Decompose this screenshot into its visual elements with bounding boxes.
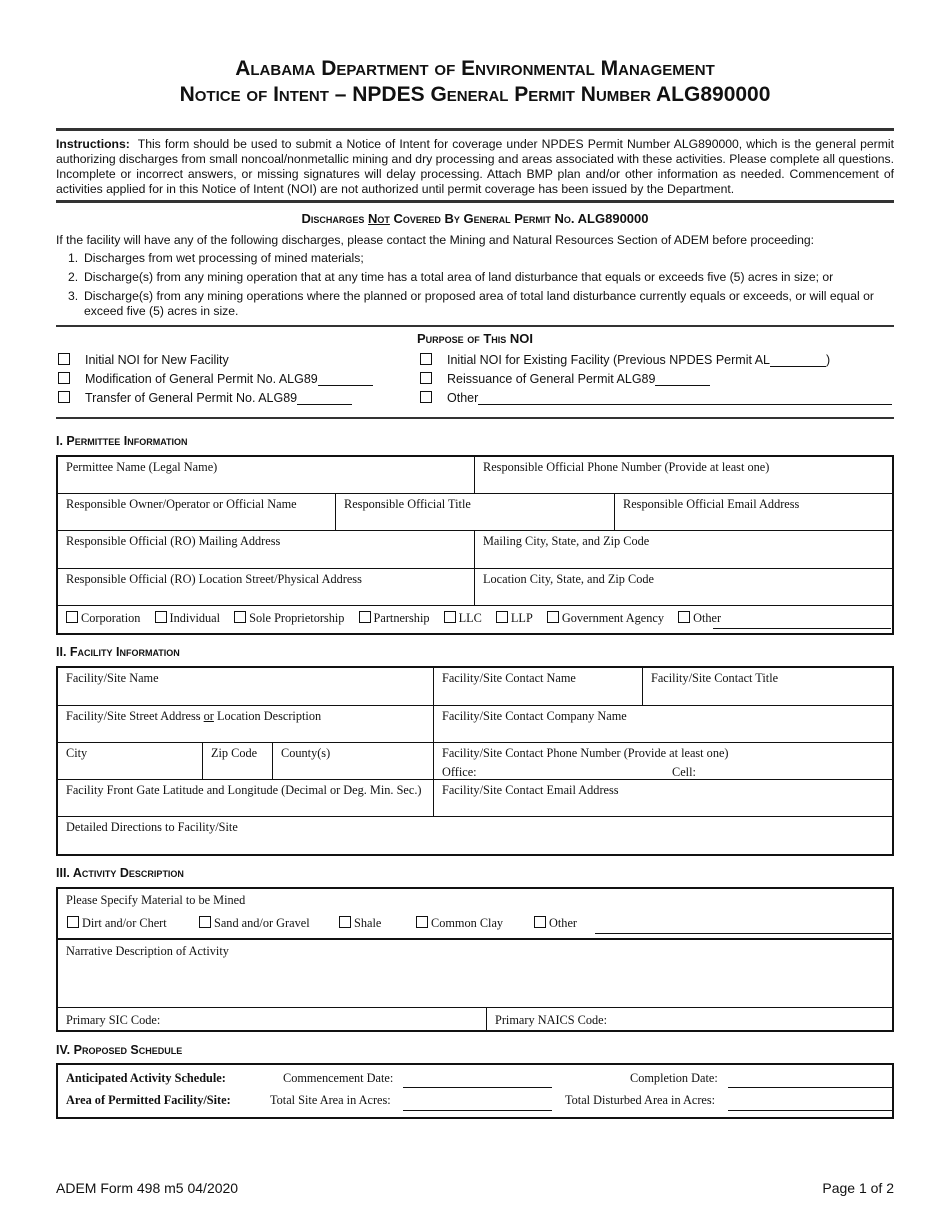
material-option[interactable]: Sand and/or Gravel bbox=[199, 916, 310, 931]
list-item: 1. Discharges from wet processing of mined materials; bbox=[68, 251, 364, 265]
notice-title: Notice of Intent – NPDES General Permit Number ALG890000 bbox=[179, 83, 771, 106]
total-area-label: Total Site Area in Acres: bbox=[270, 1093, 391, 1107]
purpose-reissuance[interactable]: Reissuance of General Permit ALG89 bbox=[420, 372, 710, 386]
instructions-block bbox=[56, 137, 894, 197]
ro-email-field[interactable]: Responsible Official Email Address bbox=[623, 497, 800, 511]
completion-label: Completion Date: bbox=[630, 1071, 718, 1085]
purpose-title: Purpose of This NOI bbox=[416, 331, 534, 346]
permittee-info-box bbox=[56, 455, 894, 635]
form-title bbox=[0, 56, 950, 108]
divider bbox=[56, 128, 894, 131]
mailing-city-field[interactable]: Mailing City, State, and Zip Code bbox=[483, 534, 650, 548]
section-title-permittee: I. Permittee Information bbox=[56, 434, 188, 448]
ro-mailing-field[interactable]: Responsible Official (RO) Mailing Address bbox=[66, 534, 281, 548]
site-name-field[interactable]: Facility/Site Name bbox=[66, 671, 159, 685]
org-other[interactable]: Other bbox=[678, 611, 721, 625]
material-option[interactable]: Other bbox=[534, 916, 577, 931]
org-government-agency[interactable]: Government Agency bbox=[547, 611, 664, 625]
checkbox[interactable] bbox=[58, 372, 70, 384]
list-item: 3. Discharge(s) from any mining operations where the planned or proposed area of total land disturbance currently equals or exceeds, or will equal or exceed five (5) acres in size. bbox=[68, 289, 874, 318]
street-address-field[interactable]: Facility/Site Street Address or Location Description bbox=[66, 709, 322, 723]
material-label: Please Specify Material to be Mined bbox=[66, 893, 246, 907]
discharges-intro: If the facility will have any of the following discharges, please contact the Mining and Natural Resources Section of ADEM before proceeding: bbox=[56, 233, 815, 247]
cell-phone-field[interactable]: Cell: bbox=[672, 765, 696, 779]
checkbox[interactable] bbox=[58, 353, 70, 365]
ro-name-field[interactable]: Responsible Owner/Operator or Official Name bbox=[66, 497, 297, 511]
material-option[interactable]: Dirt and/or Chert bbox=[67, 916, 167, 931]
anticipated-label: Anticipated Activity Schedule: bbox=[66, 1071, 226, 1085]
agency-name: Alabama Department of Environmental Management bbox=[235, 57, 715, 80]
discharges-list bbox=[68, 251, 896, 323]
transfer-permit-field[interactable] bbox=[297, 393, 352, 405]
checkbox[interactable] bbox=[420, 391, 432, 403]
location-city-field[interactable]: Location City, State, and Zip Code bbox=[483, 572, 654, 586]
office-phone-field[interactable]: Office: bbox=[442, 765, 477, 779]
org-corporation[interactable]: Corporation bbox=[66, 611, 140, 625]
disturbed-area-field[interactable] bbox=[728, 1110, 892, 1111]
purpose-initial-existing[interactable]: Initial NOI for Existing Facility (Previous NPDES Permit AL ) bbox=[420, 353, 830, 367]
org-partnership[interactable]: Partnership bbox=[359, 611, 430, 625]
instructions-text: This form should be used to submit a Notice of Intent for coverage under NPDES Permit Number ALG890000, which is the general permit authorizing discharges from small noncoal/nonmetallic mining and dry processing and areas associated with these activities. Please complete all questions. Incomplete or incorrect answers, or missing signatures will delay processing. Attach BMP plan and/or other information as needed. Commencement of activities applied for in this Notice of Intent (NOI) are not authorized until permit coverage has been issued by the Department. bbox=[56, 137, 894, 196]
section-title-facility: II. Facility Information bbox=[56, 645, 180, 659]
contact-company-field[interactable]: Facility/Site Contact Company Name bbox=[442, 709, 627, 723]
directions-field[interactable]: Detailed Directions to Facility/Site bbox=[66, 820, 238, 834]
checkbox[interactable] bbox=[58, 391, 70, 403]
city-field[interactable]: City bbox=[66, 746, 88, 760]
commencement-label: Commencement Date: bbox=[283, 1071, 394, 1085]
contact-phone-field: Facility/Site Contact Phone Number (Provide at least one) bbox=[442, 746, 729, 760]
schedule-box bbox=[56, 1063, 894, 1119]
contact-email-field[interactable]: Facility/Site Contact Email Address bbox=[442, 783, 619, 797]
divider bbox=[56, 200, 894, 203]
divider bbox=[56, 417, 894, 419]
zip-field[interactable]: Zip Code bbox=[211, 746, 258, 760]
other-purpose-field[interactable] bbox=[478, 393, 892, 405]
latlong-field[interactable]: Facility Front Gate Latitude and Longitude (Decimal or Deg. Min. Sec.) bbox=[66, 783, 422, 797]
checkbox[interactable] bbox=[420, 353, 432, 365]
material-option[interactable]: Common Clay bbox=[416, 916, 503, 931]
section-title-schedule: IV. Proposed Schedule bbox=[56, 1043, 183, 1057]
ro-location-field[interactable]: Responsible Official (RO) Location Street/Physical Address bbox=[66, 572, 362, 586]
completion-date-field[interactable] bbox=[728, 1087, 892, 1088]
purpose-transfer[interactable]: Transfer of General Permit No. ALG89 bbox=[58, 391, 352, 405]
ro-phone-field[interactable]: Responsible Official Phone Number (Provide at least one) bbox=[483, 460, 770, 474]
previous-permit-field[interactable] bbox=[770, 355, 826, 367]
org-other-field[interactable] bbox=[713, 628, 891, 629]
purpose-modification[interactable]: Modification of General Permit No. ALG89 bbox=[58, 372, 373, 386]
org-sole-proprietorship[interactable]: Sole Proprietorship bbox=[234, 611, 344, 625]
county-field[interactable]: County(s) bbox=[281, 746, 331, 760]
ro-title-field[interactable]: Responsible Official Title bbox=[344, 497, 471, 511]
activity-box bbox=[56, 887, 894, 1032]
discharges-title: Discharges Not Covered By General Permit No. ALG890000 bbox=[301, 211, 649, 226]
org-llc[interactable]: LLC bbox=[444, 611, 482, 625]
material-option[interactable]: Shale bbox=[339, 916, 381, 931]
total-area-field[interactable] bbox=[403, 1110, 552, 1111]
instructions-label: Instructions: bbox=[56, 137, 130, 151]
org-llp[interactable]: LLP bbox=[496, 611, 533, 625]
facility-info-box bbox=[56, 666, 894, 856]
material-other-field[interactable] bbox=[595, 933, 891, 934]
narrative-field[interactable]: Narrative Description of Activity bbox=[66, 944, 229, 958]
permittee-name-field[interactable]: Permittee Name (Legal Name) bbox=[66, 460, 218, 474]
reissuance-permit-field[interactable] bbox=[655, 374, 710, 386]
modification-permit-field[interactable] bbox=[318, 374, 373, 386]
org-individual[interactable]: Individual bbox=[155, 611, 221, 625]
purpose-other[interactable]: Other bbox=[420, 391, 892, 405]
contact-name-field[interactable]: Facility/Site Contact Name bbox=[442, 671, 576, 685]
page-number: Page 1 of 2 bbox=[822, 1180, 894, 1196]
purpose-initial-new[interactable]: Initial NOI for New Facility bbox=[58, 353, 229, 367]
disturbed-area-label: Total Disturbed Area in Acres: bbox=[565, 1093, 716, 1107]
form-id: ADEM Form 498 m5 04/2020 bbox=[56, 1180, 239, 1196]
contact-title-field[interactable]: Facility/Site Contact Title bbox=[651, 671, 779, 685]
naics-code-field[interactable]: Primary NAICS Code: bbox=[495, 1013, 608, 1027]
sic-code-field[interactable]: Primary SIC Code: bbox=[66, 1013, 161, 1027]
divider bbox=[56, 325, 894, 327]
org-type-row bbox=[66, 611, 732, 626]
checkbox[interactable] bbox=[420, 372, 432, 384]
area-label: Area of Permitted Facility/Site: bbox=[66, 1093, 231, 1107]
commencement-date-field[interactable] bbox=[403, 1087, 552, 1088]
section-title-activity: III. Activity Description bbox=[56, 866, 184, 880]
list-item: 2. Discharge(s) from any mining operation that at any time has a total area of land disturbance that equals or exceeds five (5) acres in size; or bbox=[68, 270, 834, 284]
